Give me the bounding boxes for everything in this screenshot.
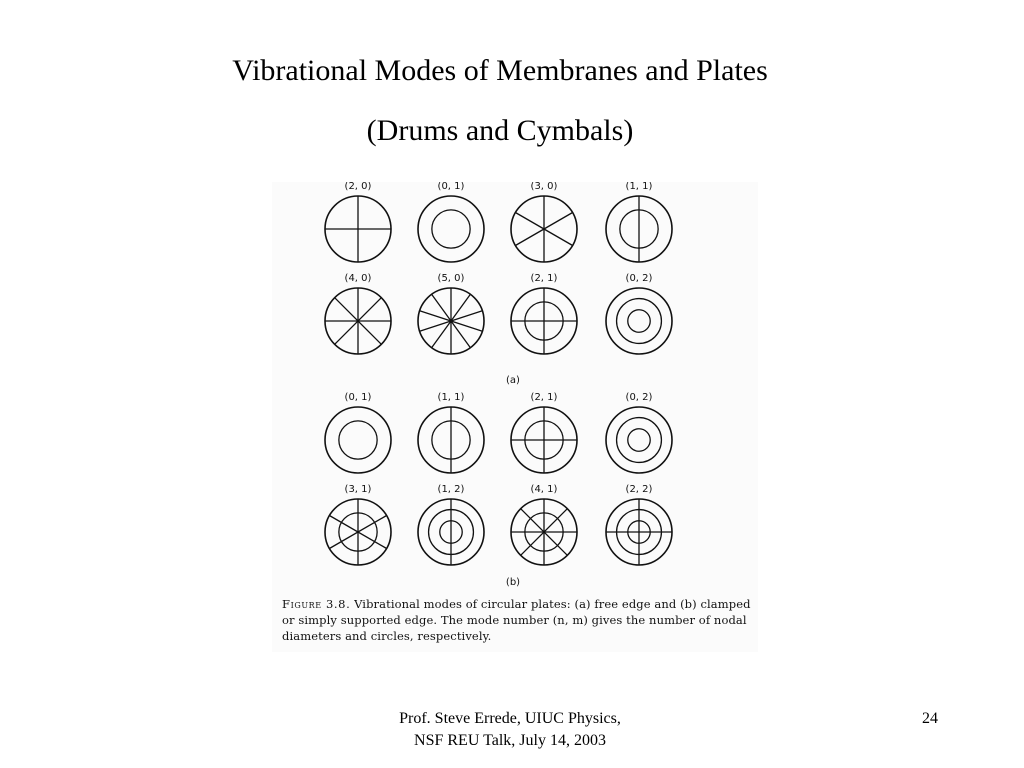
footer-credit bbox=[360, 708, 660, 752]
nodal-circle bbox=[617, 418, 662, 463]
mode-b-1 bbox=[325, 392, 391, 473]
mode-a-1 bbox=[325, 182, 391, 262]
mode-label: (2, 1) bbox=[530, 392, 558, 403]
plate-edge bbox=[325, 407, 391, 473]
part-label-a: (a) bbox=[506, 375, 520, 386]
mode-b-4 bbox=[606, 392, 672, 473]
nodal-circle bbox=[628, 310, 650, 332]
mode-label: (2, 2) bbox=[625, 484, 653, 495]
nodal-circle bbox=[628, 429, 650, 451]
mode-label: (1, 2) bbox=[437, 484, 465, 495]
mode-b-6 bbox=[418, 484, 484, 565]
mode-a-3 bbox=[511, 182, 577, 262]
figure-caption bbox=[282, 596, 752, 644]
mode-b-5 bbox=[325, 484, 391, 565]
caption-prefix: Figure 3.8. bbox=[282, 597, 351, 611]
mode-a-2 bbox=[418, 182, 484, 262]
mode-b-3 bbox=[511, 392, 577, 473]
mode-label: (1, 1) bbox=[625, 182, 653, 192]
nodal-circle bbox=[617, 299, 662, 344]
mode-a-8 bbox=[606, 273, 672, 354]
plate-edge bbox=[606, 288, 672, 354]
slide-subtitle: (Drums and Cymbals) bbox=[366, 114, 634, 147]
part-label-b: (b) bbox=[505, 577, 521, 588]
plate-edge bbox=[418, 196, 484, 262]
mode-label: (4, 0) bbox=[344, 273, 372, 284]
mode-b-7 bbox=[511, 484, 577, 565]
mode-label: (0, 1) bbox=[437, 182, 465, 192]
figure-scan bbox=[272, 182, 758, 652]
mode-label: (2, 1) bbox=[530, 273, 558, 284]
mode-b-2 bbox=[418, 392, 484, 473]
mode-label: (3, 1) bbox=[344, 484, 372, 495]
caption-text: Vibrational modes of circular plates: (a) free edge and (b) clamped or simply supported edge. The mode number (n, m) gives the number of nodal diameters and circles, respectively. bbox=[282, 597, 751, 643]
mode-a-4 bbox=[606, 182, 672, 262]
mode-label: (1, 1) bbox=[437, 392, 465, 403]
footer-line-2: NSF REU Talk, July 14, 2003 bbox=[414, 732, 606, 749]
mode-label: (5, 0) bbox=[437, 273, 465, 284]
nodal-circle bbox=[432, 210, 470, 248]
nodal-circle bbox=[339, 421, 377, 459]
mode-label: (0, 2) bbox=[625, 392, 653, 403]
plate-edge bbox=[606, 407, 672, 473]
mode-a-5 bbox=[325, 273, 391, 354]
mode-label: (0, 2) bbox=[625, 273, 653, 284]
slide-title: Vibrational Modes of Membranes and Plates bbox=[232, 54, 768, 87]
footer-line-1: Prof. Steve Errede, UIUC Physics, bbox=[399, 710, 621, 727]
mode-label: (3, 0) bbox=[530, 182, 558, 192]
mode-a-6 bbox=[418, 273, 484, 354]
mode-label: (0, 1) bbox=[344, 392, 372, 403]
mode-label: (4, 1) bbox=[530, 484, 558, 495]
mode-a-7 bbox=[511, 273, 577, 354]
mode-diagram bbox=[272, 182, 758, 652]
mode-label: (2, 0) bbox=[344, 182, 372, 192]
page-number: 24 bbox=[922, 710, 938, 727]
mode-b-8 bbox=[606, 484, 672, 565]
